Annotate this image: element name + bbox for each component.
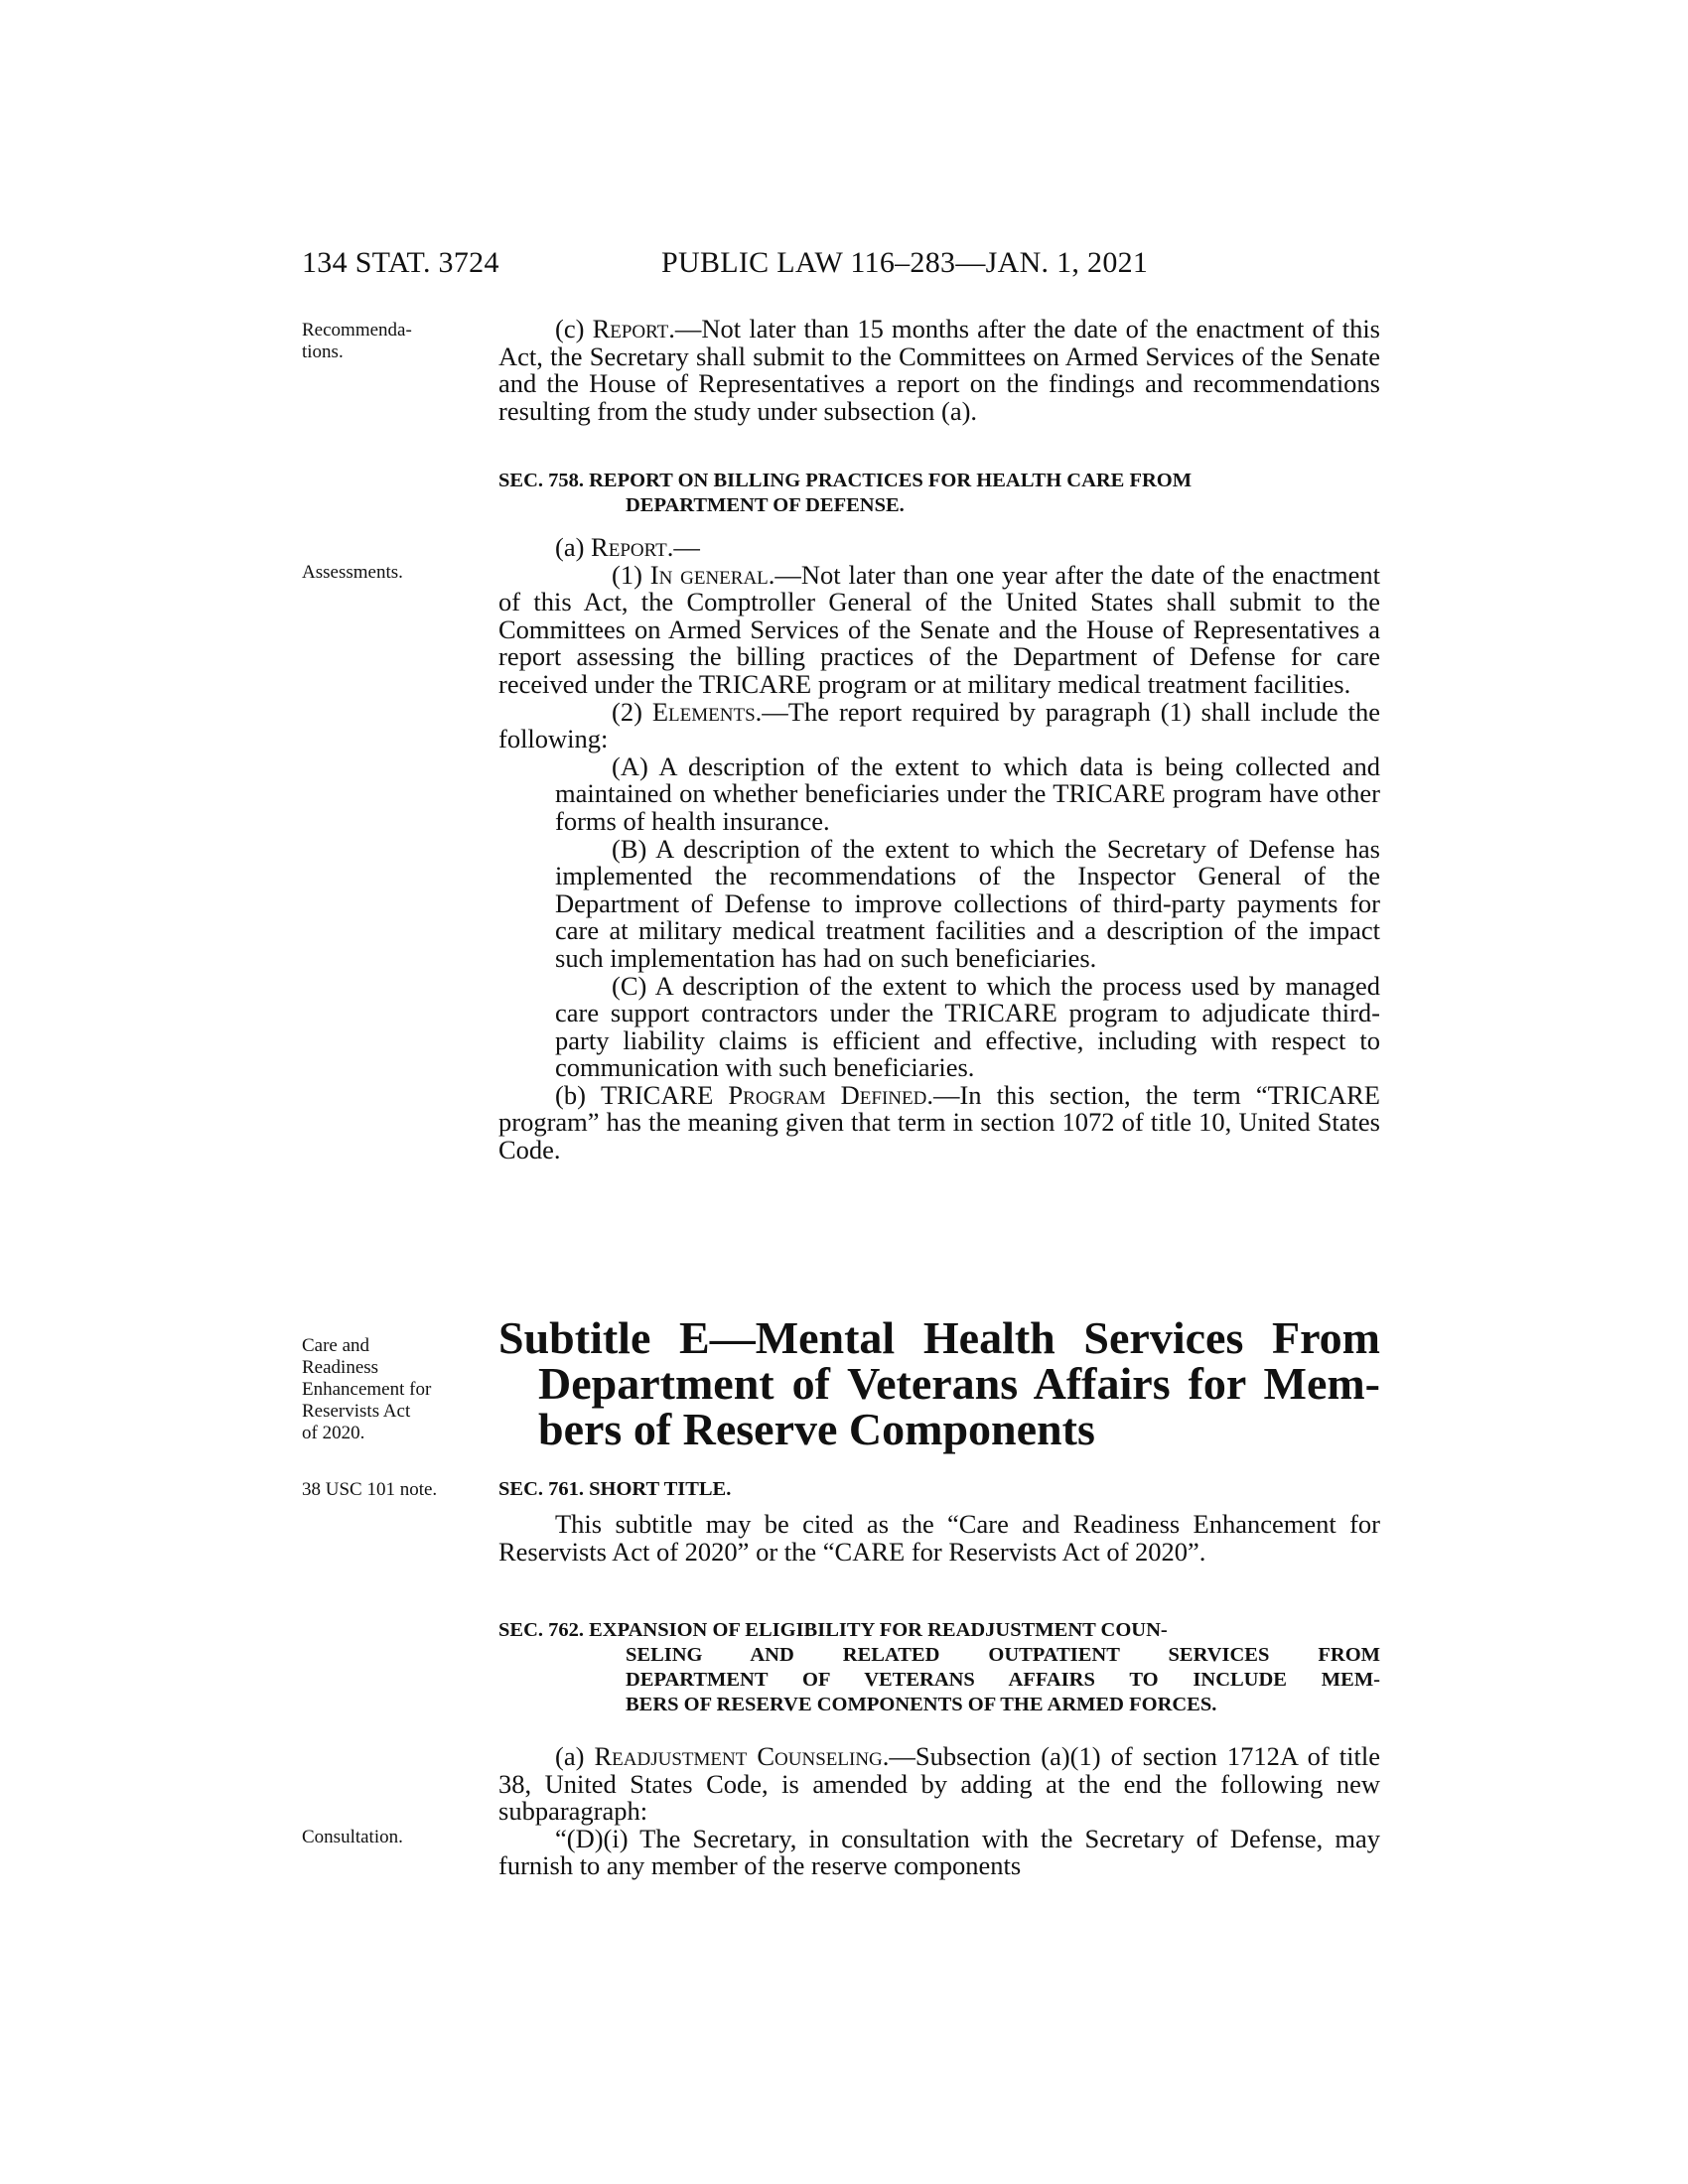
- paragraph-2: (2) Elements.—The report required by paragraph (1) shall include the following:: [498, 696, 1380, 754]
- margin-note-care-act: Care and Readiness Enhancement for Reservists Act of 2020.: [302, 1335, 432, 1443]
- sec758-heading: SEC. 758. REPORT ON BILLING PRACTICES FOR HEALTH CARE FROM DEPARTMENT OF DEFENSE.: [498, 470, 1193, 516]
- sec761-body: [498, 1511, 1380, 1566]
- stat-reference: 134 STAT. 3724: [302, 246, 499, 279]
- subsection-a: (a) Readjustment Counseling.—Subsection (a)(1) of section 1712A of title 38, United States Code, is amended by adding at the end the following new subparagraph:: [498, 1741, 1380, 1827]
- sec761-heading: SEC. 761. SHORT TITLE.: [498, 1478, 732, 1500]
- sec757-subsection-c: [498, 316, 1380, 425]
- margin-note-usc: 38 USC 101 note.: [302, 1479, 438, 1500]
- paragraph-1: (1) In general.—Not later than one year after the date of the enactment of this Act, the Comptroller General of the United States shall submit to the Committees on Armed Services of the Senate and the House of Representatives a report assessing the billing practices of the Department of Defense for care received under the TRICARE program or at military medical treatment facilities.: [498, 559, 1380, 699]
- subsection-heading: Report: [592, 314, 669, 343]
- subparagraph-A: (A) A description of the extent to which data is being collected and maintained on whether beneficiaries under the TRICARE program have other forms of health insurance.: [555, 751, 1380, 836]
- subtitle-e-heading: Subtitle E—Mental Health Services From Department of Veterans Affairs for Mem- bers of Reserve Components: [498, 1312, 1380, 1454]
- paragraph: This subtitle may be cited as the “Care and Readiness Enhancement for Reservists Act of 2020” or the “CARE for Reservists Act of 2020”.: [498, 1509, 1380, 1567]
- sec762-body: [498, 1743, 1380, 1880]
- subparagraph-C: (C) A description of the extent to which the process used by managed care support contractors under the TRICARE program to adjudicate third-party liability claims is efficient and effective, including with respect to communication with such beneficiaries.: [555, 970, 1380, 1083]
- subparagraphs: [498, 753, 1380, 1082]
- paragraph: (c) Report.—Not later than 15 months after the date of the enactment of this Act, the Secretary shall submit to the Committees on Armed Services of the Senate and the House of Representatives a report on the findings and recommendations resulting from the study under subsection (a).: [498, 314, 1380, 426]
- margin-note-consultation: Consultation.: [302, 1827, 403, 1847]
- quoted-subparagraph-d: “(D)(i) The Secretary, in consultation with the Secretary of Defense, may furnish to any member of the reserve components: [498, 1823, 1380, 1881]
- sec758-body: [498, 534, 1380, 1164]
- law-title-header: PUBLIC LAW 116–283—JAN. 1, 2021: [661, 246, 1149, 279]
- subsection-b: (b) TRICARE Program Defined.—In this section, the term “TRICARE program” has the meaning given that term in section 1072 of title 10, United States Code.: [498, 1079, 1380, 1165]
- sec762-heading: SEC. 762. EXPANSION OF ELIGIBILITY FOR READJUSTMENT COUN- SELING AND RELATED OUTPATIENT SERVICES FROM DEPARTMENT OF VETERANS AFFAIRS TO INCLUDE MEM- BERS OF RESERVE COMPONENTS OF THE ARMED FORCES.: [498, 1619, 1380, 1715]
- subsection-a: (a) Report.—: [555, 532, 700, 562]
- subparagraph-B: (B) A description of the extent to which the Secretary of Defense has implemented the recommendations of the Inspector General of the Department of Defense to improve collections of third-party payments for care at military medical treatment facilities and a description of the impact such implementation has had on such beneficiaries.: [555, 833, 1380, 973]
- margin-note-assessments: Assessments.: [302, 562, 403, 583]
- margin-note-recommendations: Recommenda- tions.: [302, 320, 412, 362]
